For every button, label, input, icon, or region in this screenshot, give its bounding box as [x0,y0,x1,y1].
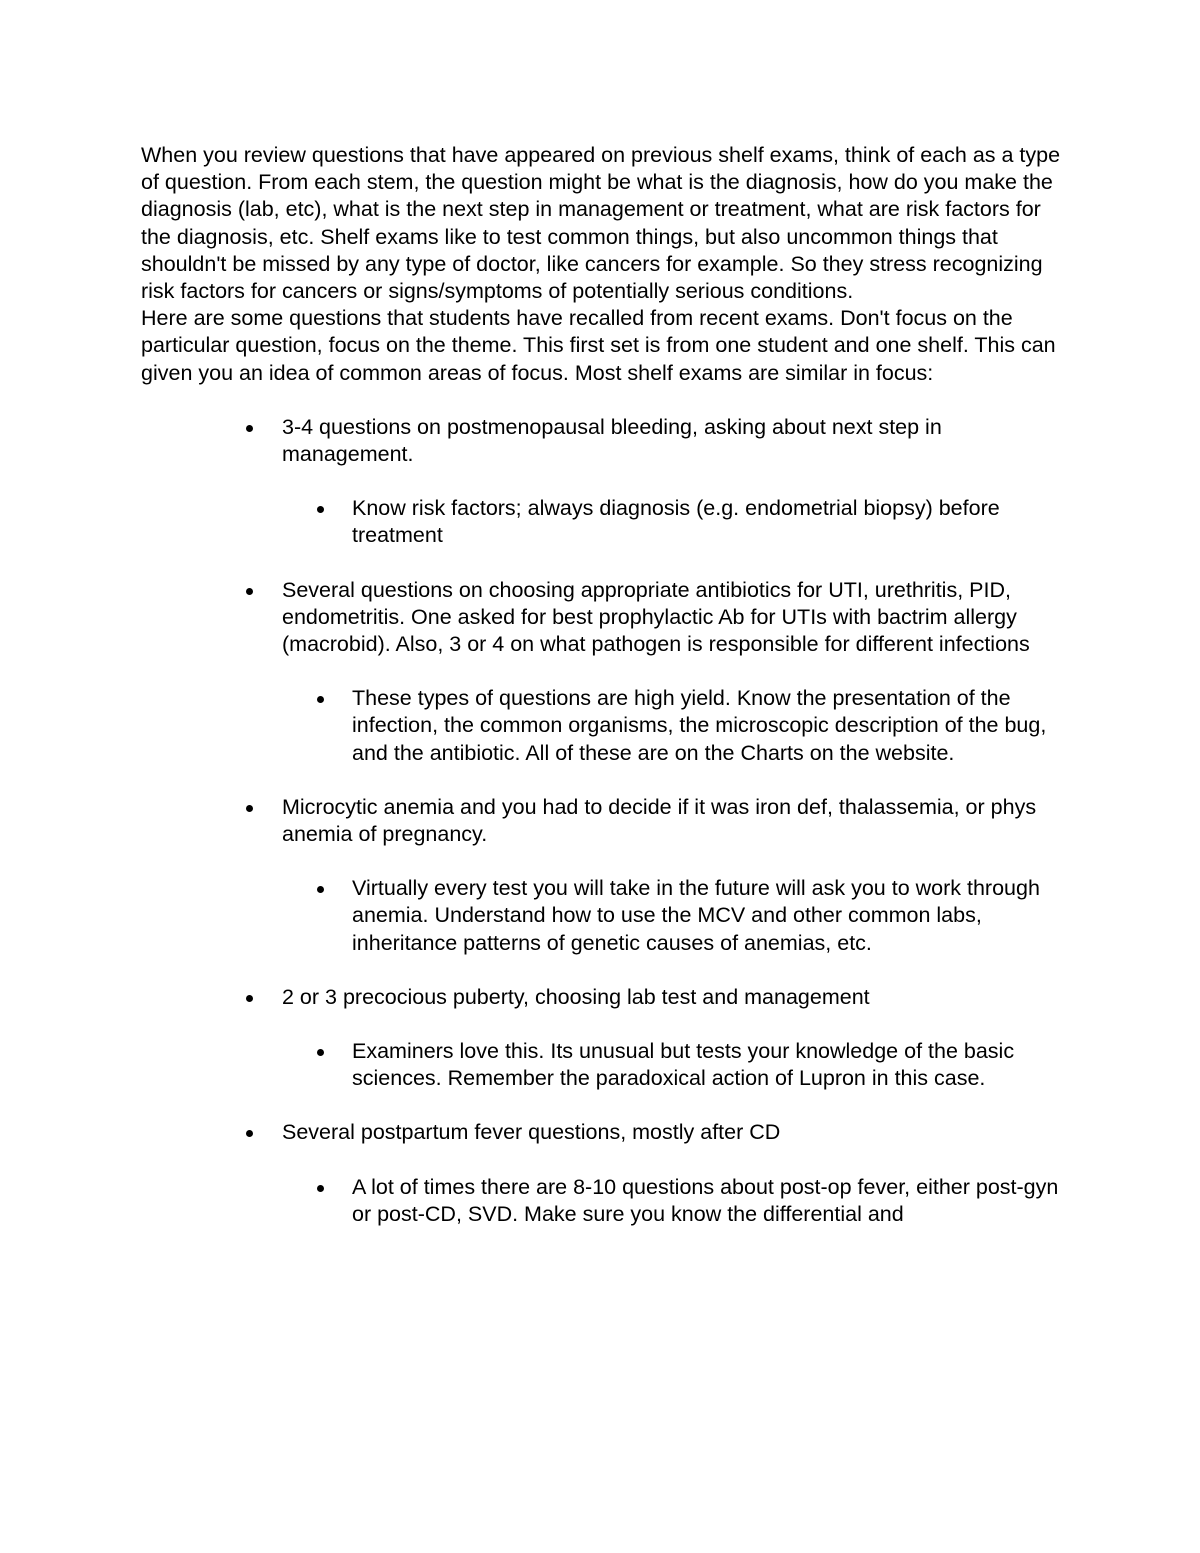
sub-list-item [282,685,1071,767]
sub-list [282,495,1071,549]
document-page [141,142,1071,1255]
sub-list [282,1174,1071,1228]
bullet-text: Several questions on choosing appropriate antibiotics for UTI, urethritis, PID, endometritis. One asked for best prophylactic Ab for UTIs with bactrim allergy (macrobid). Also, 3 or 4 on what pathogen is responsible for different infections [282,577,1030,657]
bullet-dot-icon [317,506,324,513]
bullet-text: 3-4 questions on postmenopausal bleeding, asking about next step in management. [282,414,942,467]
bullet-dot-icon [317,1049,324,1056]
sub-bullet-text: Virtually every test you will take in the future will ask you to work through anemia. Understand how to use the MCV and other common labs, inheritance patterns of genetic causes of anemias, etc. [352,876,1040,955]
sub-list [282,685,1071,767]
intro-paragraph-2: Here are some questions that students have recalled from recent exams. Don't focus on the particular question, focus on the theme. This first set is from one student and one shelf. This can given you an idea of common areas of focus. Most shelf exams are similar in focus: [141,306,1056,385]
bullet-dot-icon [246,1130,253,1137]
list-item [141,1119,1071,1228]
sub-bullet-text: Examiners love this. Its unusual but tests your knowledge of the basic sciences. Remember the paradoxical action of Lupron in this case. [352,1039,1015,1091]
list-item [141,984,1071,1093]
bullet-dot-icon [246,995,253,1002]
sub-list [282,1038,1071,1092]
bullet-text: Several postpartum fever questions, mostly after CD [282,1120,781,1145]
bullet-list [141,414,1071,1228]
bullet-dot-icon [246,805,253,812]
sub-list-item [282,1174,1071,1228]
sub-bullet-text: These types of questions are high yield. Know the presentation of the infection, the common organisms, the microscopic description of the bug, and the antibiotic. All of these are on the Charts on the website. [352,686,1047,765]
sub-list-item [282,1038,1071,1092]
list-item [141,577,1071,767]
bullet-dot-icon [317,1185,324,1192]
bullet-dot-icon [317,886,324,893]
bullet-dot-icon [317,696,324,703]
sub-list-item [282,495,1071,549]
list-item [141,794,1071,957]
list-item [141,414,1071,550]
sub-list-item [282,875,1071,957]
bullet-dot-icon [246,588,253,595]
sub-list [282,875,1071,957]
sub-bullet-text: Know risk factors; always diagnosis (e.g. endometrial biopsy) before treatment [352,496,1000,548]
bullet-dot-icon [246,425,253,432]
bullet-text: Microcytic anemia and you had to decide if it was iron def, thalassemia, or phys anemia of pregnancy. [282,794,1037,847]
bullet-text: 2 or 3 precocious puberty, choosing lab test and management [282,984,870,1009]
sub-bullet-text: A lot of times there are 8-10 questions about post-op fever, either post-gyn or post-CD, SVD. Make sure you know the differential and [352,1174,1059,1226]
intro-paragraph-1: When you review questions that have appeared on previous shelf exams, think of each as a type of question. From each stem, the question might be what is the diagnosis, how do you make the diagnosis (lab, etc), what is the next step in management or treatment, what are risk factors for the diagnosis, etc. Shelf exams like to test common things, but also uncommon things that shouldn't be missed by any type of doctor, like cancers for example. So they stress recognizing risk factors for cancers or signs/symptoms of potentially serious conditions. [141,143,1061,304]
